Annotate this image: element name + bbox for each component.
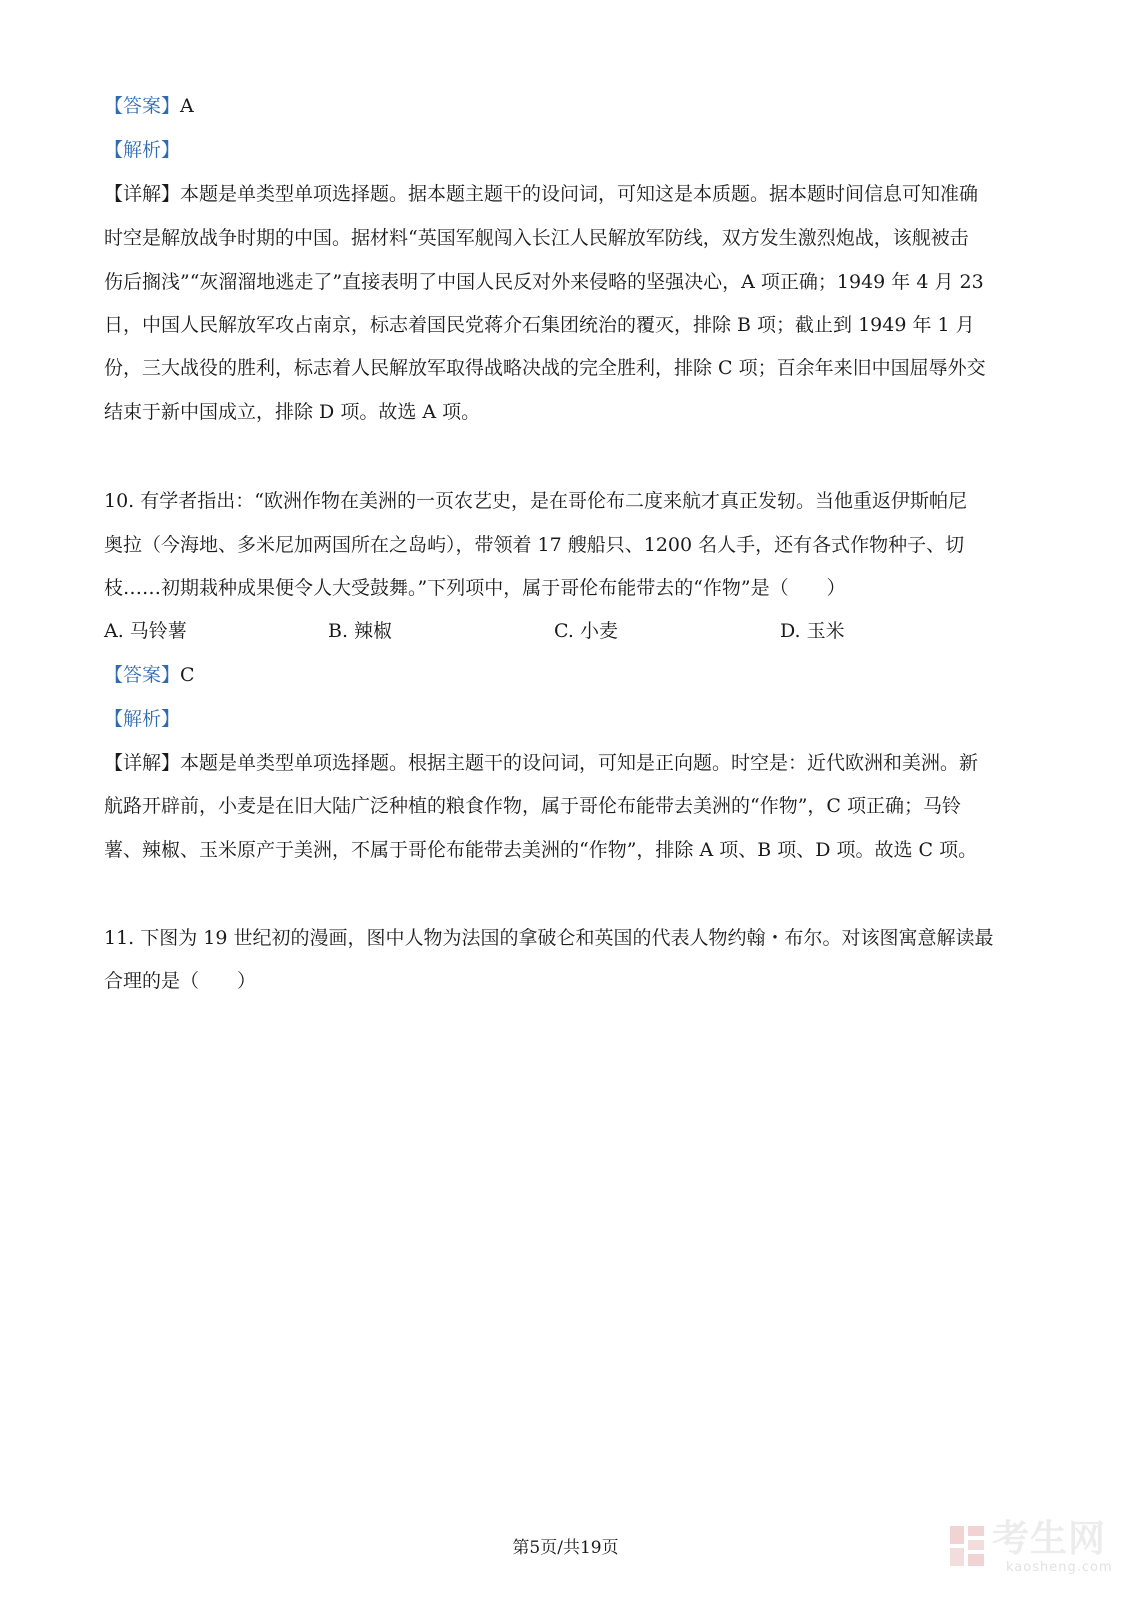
q9-detail-line-4: 日，中国人民解放军攻占南京，标志着国民党蒋介石集团统治的覆灭，排除 B 项；截止到 1949 年 1 月 bbox=[104, 314, 975, 336]
q9-answer-line bbox=[104, 92, 1034, 120]
q10-stem-line-2: 奥拉（今海地、多米尼加两国所在之岛屿），带领着 17 艘船只、1200 名人手，还有各式作物种子、切 bbox=[104, 534, 965, 556]
q11-stem-line-2: 合理的是（ ） bbox=[104, 970, 257, 992]
q10-detail-line-2: 航路开辟前，小麦是在旧大陆广泛种植的粮食作物，属于哥伦布能带去美洲的“作物”，C 项正确；马铃 bbox=[104, 795, 962, 817]
q10-detail-line-3: 薯、辣椒、玉米原产于美洲，不属于哥伦布能带去美洲的“作物”，排除 A 项、B 项、D 项。故选 C 项。 bbox=[104, 839, 978, 861]
option-b: B. 辣椒 bbox=[328, 620, 393, 642]
q9-detail-line-5: 份，三大战役的胜利，标志着人民解放军取得战略决战的完全胜利，排除 C 项；百余年来旧中国屈辱外交 bbox=[104, 357, 986, 379]
option-d: D. 玉米 bbox=[780, 620, 845, 642]
q10-stem-line-3: 枝……初期栽种成果便令人大受鼓舞。”下列项中，属于哥伦布能带去的“作物”是（ ） bbox=[104, 577, 846, 599]
answer-tag: 【答案】 bbox=[104, 664, 181, 686]
q9-detail-line-1 bbox=[104, 180, 1034, 208]
q9-analysis-line bbox=[104, 136, 1034, 164]
q11-stem-line-1: 11. 下图为 19 世纪初的漫画，图中人物为法国的拿破仑和英国的代表人物约翰・布尔。对该图寓意解读最 bbox=[104, 927, 994, 949]
option-c: C. 小麦 bbox=[554, 620, 618, 642]
q10-options bbox=[104, 617, 1034, 645]
q9-detail-line-6: 结束于新中国成立，排除 D 项。故选 A 项。 bbox=[104, 401, 481, 423]
q9-detail-line-3: 伤后搁浅”“灰溜溜地逃走了”直接表明了中国人民反对外来侵略的坚强决心，A 项正确；1949 年 4 月 23 bbox=[104, 271, 984, 293]
q10-analysis-line bbox=[104, 705, 1034, 733]
q9-detail-line-2: 时空是解放战争时期的中国。据材料“英国军舰闯入长江人民解放军防线，双方发生激烈炮战，该舰被击 bbox=[104, 227, 969, 249]
watermark-domain: kaosheng.com bbox=[1006, 1560, 1113, 1575]
watermark-brand: 考生网 bbox=[992, 1517, 1106, 1560]
option-a: A. 马铃薯 bbox=[104, 620, 187, 642]
analysis-tag: 【解析】 bbox=[104, 139, 181, 161]
detail-text: 本题是单类型单项选择题。根据主题干的设问词，可知是正向题。时空是：近代欧洲和美洲。新 bbox=[180, 752, 979, 774]
detail-tag: 【详解】 bbox=[104, 752, 181, 774]
q10-detail-line-1 bbox=[104, 749, 1034, 777]
answer-tag: 【答案】 bbox=[104, 95, 181, 117]
answer-value: C bbox=[180, 664, 195, 686]
kaosheng-logo-icon bbox=[948, 1522, 988, 1570]
q10-stem-line-1: 10. 有学者指出：“欧洲作物在美洲的一页农艺史，是在哥伦布二度来航才真正发轫。当他重返伊斯帕尼 bbox=[104, 490, 967, 512]
answer-value: A bbox=[180, 95, 194, 117]
analysis-tag: 【解析】 bbox=[104, 708, 181, 730]
detail-tag: 【详解】 bbox=[104, 183, 181, 205]
page-number: 第5页/共19页 bbox=[512, 1538, 619, 1558]
watermark-logo bbox=[948, 1516, 1123, 1586]
q10-answer-line bbox=[104, 661, 1034, 689]
detail-text: 本题是单类型单项选择题。据本题主题干的设问词，可知这是本质题。据本题时间信息可知准确 bbox=[180, 183, 979, 205]
